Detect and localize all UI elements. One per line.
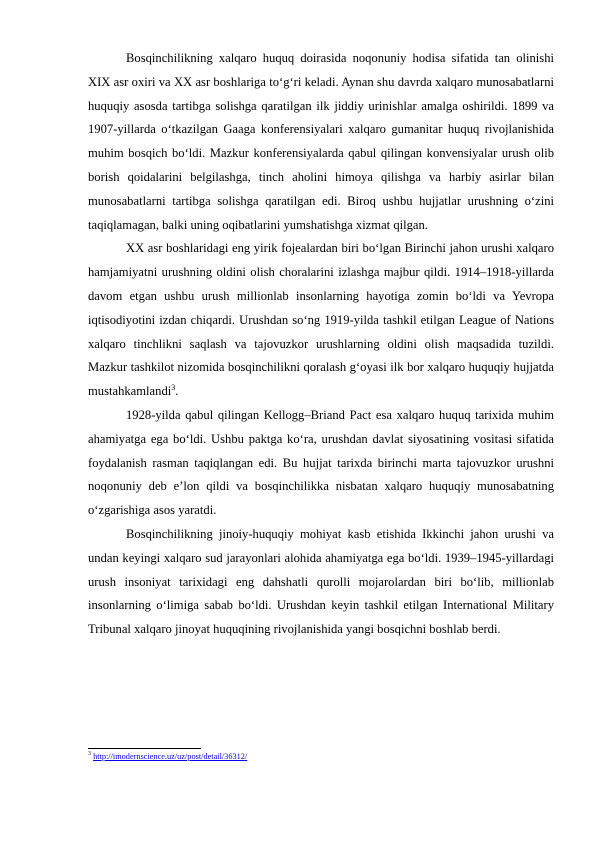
- footnote-reference[interactable]: 3: [171, 382, 176, 392]
- paragraph-4: Bosqinchilikning jinoiy-huquqiy mohiyat kasb etishida Ikkinchi jahon urushi va undan keyingi xalqaro sud jarayonlari alohida ahamiyatga ega bo‘ldi. 1939–1945-yillardagi urush insoniyat tarixidagi eng dahshatli qurolli mojarolardan biri bo‘lib, millionlab insonlarning o‘limiga sabab bo‘ldi. Urushdan keyin tashkil etilgan International Military Tribunal xalqaro jinoyat huquqining rivojlanishida yangi bosqichni boshlab berdi.: [88, 526, 554, 637]
- paragraph-3: 1928-yilda qabul qilingan Kellogg–Briand Pact esa xalqaro huquq tarixida muhim ahamiyatga ega bo‘ldi. Ushbu paktga ko‘ra, urushdan davlat siyosatining vositasi sifatida foydalanish rasman taqiqlangan edi. Bu hujjat tarixda birinchi marta tajovuzkor urushni noqonuniy deb e’lon qildi va bosqinchilikka nisbatan xalqaro huquqiy munosabatning o‘zgarishiga asos yaratdi.: [88, 407, 554, 518]
- footnote-link[interactable]: http://imodernscience.uz/uz/post/detail/36312/: [93, 752, 248, 761]
- document-page: [88, 47, 554, 642]
- paragraph-2: [88, 237, 554, 404]
- footnote-number: 3: [88, 751, 91, 758]
- paragraph-2-period: .: [175, 384, 179, 399]
- paragraph-1: Bosqinchilikning xalqaro huquq doirasida noqonuniy hodisa sifatida tan olinishi XIX asr oxiri va XX asr boshlariga to‘g‘ri keladi. Aynan shu davrda xalqaro munosabatlarni huquqiy asosda tartibga solishga qaratilgan ilk jiddiy urinishlar amalga oshirildi. 1899 va 1907-yillarda o‘tkazilgan Gaaga konferensiyalari xalqaro gumanitar huquq rivojlanishida muhim bosqich bo‘ldi. Mazkur konferensiyalarda qabul qilingan konvensiyalar urush olib borish qoidalarini belgilashga, tinch aholini himoya qilishga va harbiy asirlar bilan munosabatlarni tartibga solishga qaratilgan edi. Biroq ushbu hujjatlar urushning o‘zini taqiqlamagan, balki uning oqibatlarini yumshatishga xizmat qilgan.: [88, 51, 554, 232]
- footnote-separator: [88, 748, 201, 749]
- footnote: [88, 752, 247, 762]
- paragraph-2-text: XX asr boshlaridagi eng yirik fojealardan biri bo‘lgan Birinchi jahon urushi xalqaro hamjamiyatni urushning oldini olish choralarini izlashga majbur qildi. 1914–1918-yillarda davom etgan ushbu urush millionlab insonlarning hayotiga zomin bo‘ldi va Yevropa iqtisodiyotini izdan chiqardi. Urushdan so‘ng 1919-yilda tashkil etilgan League of Nations xalqaro tinchlikni saqlash va tajovuzkor urushlarning oldini olish maqsadida tuzildi. Mazkur tashkilot nizomida bosqinchilikni qoralash g‘oyasi ilk bor xalqaro huquqiy hujjatda mustahkamlandi: [88, 241, 554, 399]
